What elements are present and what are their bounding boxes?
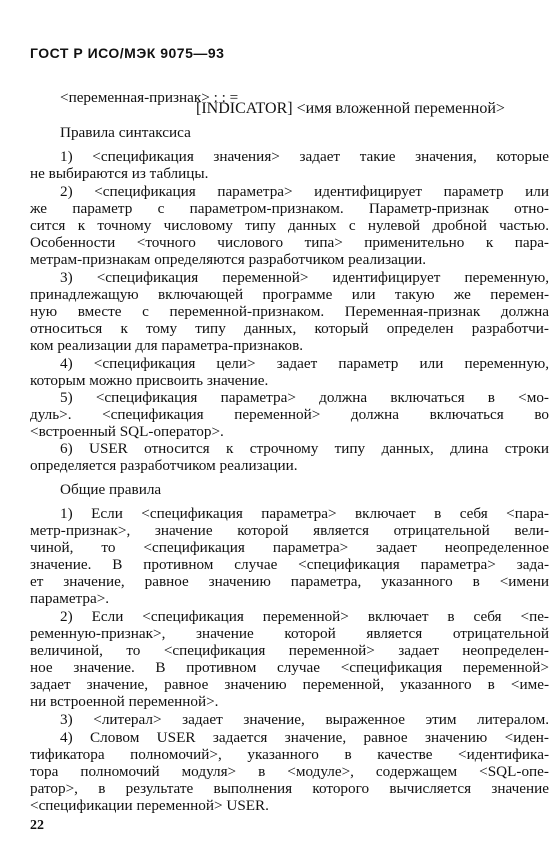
text-line: же параметр с параметром-признаком. Параметр-признак отно- (30, 200, 549, 217)
page-number: 22 (30, 818, 44, 833)
text-line: 3) <спецификация переменной> идентифицирует переменную, (60, 269, 549, 286)
text-line: ное значение. В противном случае <спецификация переменной> (30, 659, 549, 676)
text-line: величиной, то <спецификация переменной> задает неопределен- (30, 642, 549, 659)
text-line: задает значение, равное значению переменной, указанного в <име- (30, 676, 549, 693)
text-line: 4) Словом USER задается значение, равное значению <иден- (60, 729, 549, 746)
text-line: тора полномочий модуля> в <модуле>, содержащем <SQL-опе- (30, 763, 549, 780)
text-line: ет значение, равное значению параметра, указанного в <имени (30, 573, 549, 590)
text-line: <спецификации переменной> USER. (30, 797, 269, 814)
section-heading-syntax: Правила синтаксиса (60, 124, 191, 141)
document-header: ГОСТ Р ИСО/МЭК 9075—93 (30, 45, 225, 61)
text-line: дуль>. <спецификация переменной> должна включаться во (30, 406, 549, 423)
text-line: 2) Если <спецификация переменной> включает в себя <пе- (60, 608, 549, 625)
text-line: относиться к тому типу данных, который определен разработчи- (30, 320, 549, 337)
text-line: ременную-признак>, значение которой является отрицательной (30, 625, 549, 642)
text-line: 2) <спецификация параметра> идентифицирует параметр или (60, 183, 549, 200)
text-line: сится к точному числовому типу данных с нулевой дробной частью. (30, 217, 549, 234)
text-line: параметра>. (30, 590, 110, 607)
text-line: 3) <литерал> задает значение, выраженное этим литералом. (60, 711, 549, 728)
text-line: <встроенный SQL-оператор>. (30, 423, 224, 440)
text-line: ратор>, в результате выполнения которого вычисляется значение (30, 780, 549, 797)
text-line: 1) Если <спецификация параметра> включает в себя <пара- (60, 505, 549, 522)
text-line: 1) <спецификация значения> задает такие значения, которые (60, 148, 549, 165)
text-line: 4) <спецификация цели> задает параметр или переменную, (60, 355, 549, 372)
text-line: [INDICATOR] <имя вложенной переменной> (196, 100, 505, 117)
section-heading-general: Общие правила (60, 481, 162, 498)
text-line: Особенности <точного числового типа> применительно к пара- (30, 234, 549, 251)
text-line: ную вместе с переменной-признаком. Переменная-признак должна (30, 303, 549, 320)
text-line: ком реализации для параметра-признаков. (30, 337, 304, 354)
text-line: которым можно присвоить значение. (30, 372, 269, 389)
text-line: не выбираются из таблицы. (30, 165, 209, 182)
text-line: чиной, то <спецификация параметра> задает неопределенное (30, 539, 549, 556)
text-line: 5) <спецификация параметра> должна включаться в <мо- (60, 389, 549, 406)
text-line: <переменная-признак> : : = (60, 89, 239, 106)
text-line: метрам-признакам определяются разработчиком реализации. (30, 251, 427, 268)
text-line: метр-признак>, значение которой является отрицательной вели- (30, 522, 549, 539)
text-line: принадлежащую включающей программе или такую же перемен- (30, 286, 549, 303)
text-line: ни встроенной переменной>. (30, 693, 219, 710)
text-line: значение. В противном случае <спецификация параметра> зада- (30, 556, 549, 573)
text-line: тификатора полномочий>, указанного в качестве <идентифика- (30, 746, 549, 763)
text-line: 6) USER относится к строчному типу данных, длина строки (60, 440, 549, 457)
text-line: определяется разработчиком реализации. (30, 457, 298, 474)
